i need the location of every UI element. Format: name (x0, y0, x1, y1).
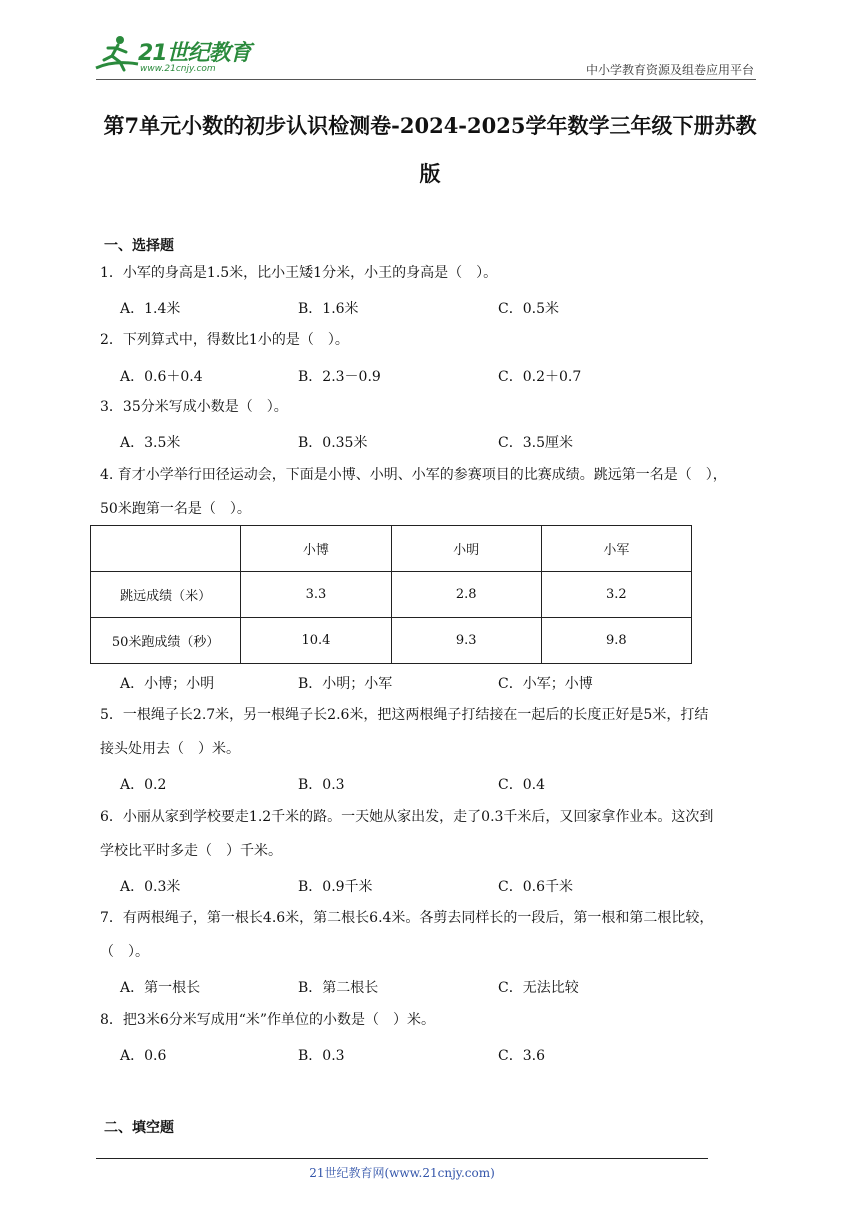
option-b: B．小明；小军 (298, 676, 393, 692)
question-5-line-2: 接头处用去（ ）米。 (100, 741, 240, 757)
option-b: B．1.6米 (298, 301, 359, 317)
table-header-row (91, 526, 692, 572)
question-3: 3．35分米写成小数是（ ）。 (100, 399, 288, 415)
question-2: 2．下列算式中，得数比1小的是（ ）。 (100, 332, 349, 348)
table-header-cell (91, 526, 241, 572)
option-a: A．0.6 (120, 1048, 167, 1064)
question-1: 1．小军的身高是1.5米，比小王矮1分米，小王的身高是（ ）。 (100, 265, 498, 281)
option-b: B．0.9千米 (298, 879, 373, 895)
question-5 (100, 698, 780, 766)
option-a: A．第一根长 (120, 980, 201, 996)
option-a: A．小博；小明 (120, 676, 215, 692)
section-heading-choice: 一、选择题 (104, 238, 174, 254)
logo-text: 21世纪教育 (138, 41, 251, 66)
option-b: B．2.3－0.9 (298, 369, 381, 385)
option-a: A．0.6＋0.4 (120, 369, 203, 385)
score-table (90, 525, 692, 664)
question-6-line-1: 6．小丽从家到学校要走1.2千米的路。一天她从家出发，走了0.3千米后，又回家拿作业本。这次到 (100, 809, 714, 825)
option-a: A．0.2 (120, 777, 167, 793)
option-c: C．0.2＋0.7 (498, 369, 582, 385)
option-c: C．小军；小博 (498, 676, 593, 692)
option-b: B．0.35米 (298, 435, 368, 451)
table-cell: 跳远成绩（米） (91, 572, 241, 618)
question-6-line-2: 学校比平时多走（ ）千米。 (100, 843, 282, 859)
option-c: C．0.6千米 (498, 879, 573, 895)
question-7 (100, 901, 780, 969)
table-header-cell: 小明 (391, 526, 541, 572)
option-b: B．0.3 (298, 1048, 345, 1064)
title-line-2: 版 (419, 161, 441, 186)
question-6 (100, 800, 780, 868)
platform-name: 中小学教育资源及组卷应用平台 (585, 63, 754, 77)
table-header-cell: 小军 (541, 526, 691, 572)
option-b: B．第二根长 (298, 980, 379, 996)
title-line-1: 第7单元小数的初步认识检测卷-2024-2025学年数学三年级下册苏教 (103, 113, 757, 138)
option-c: C．3.5厘米 (498, 435, 573, 451)
table-row (91, 572, 692, 618)
question-4-line-2: 50米跑第一名是（ ）。 (100, 501, 251, 517)
table-row (91, 618, 692, 664)
footer-link[interactable]: 21世纪教育网(www.21cnjy.com) (309, 1166, 495, 1180)
option-a: A．0.3米 (120, 879, 181, 895)
option-a: A．3.5米 (120, 435, 181, 451)
site-logo[interactable] (94, 34, 264, 78)
table-cell: 9.8 (541, 618, 691, 664)
question-8: 8．把3米6分米写成用“米”作单位的小数是（ ）米。 (100, 1012, 436, 1028)
page-title (90, 102, 770, 198)
logo-url: www.21cnjy.com (140, 64, 216, 74)
question-7-line-2: （ ）。 (100, 944, 149, 960)
table-cell: 2.8 (391, 572, 541, 618)
footer-divider (96, 1158, 708, 1159)
page-header (0, 0, 860, 80)
table-cell: 3.3 (241, 572, 391, 618)
table-header-cell: 小博 (241, 526, 391, 572)
option-c: C．无法比较 (498, 980, 579, 996)
table-cell: 10.4 (241, 618, 391, 664)
table-cell: 9.3 (391, 618, 541, 664)
option-a: A．1.4米 (120, 301, 181, 317)
question-4 (100, 458, 780, 526)
question-4-line-1: 4. 育才小学举行田径运动会，下面是小博、小明、小军的参赛项目的比赛成绩。跳远第一名是（ ）， (100, 467, 727, 483)
header-divider (96, 79, 756, 80)
question-7-line-1: 7．有两根绳子，第一根长4.6米，第二根长6.4米。各剪去同样长的一段后，第一根和第二根比较， (100, 910, 714, 926)
table-cell: 50米跑成绩（秒） (91, 618, 241, 664)
section-heading-fill: 二、填空题 (104, 1120, 174, 1136)
table-cell: 3.2 (541, 572, 691, 618)
option-c: C．3.6 (498, 1048, 545, 1064)
question-5-line-1: 5．一根绳子长2.7米，另一根绳子长2.6米，把这两根绳子打结接在一起后的长度正好是5米，打结 (100, 707, 709, 723)
runner-icon (94, 34, 140, 74)
option-c: C．0.5米 (498, 301, 559, 317)
option-b: B．0.3 (298, 777, 345, 793)
option-c: C．0.4 (498, 777, 545, 793)
